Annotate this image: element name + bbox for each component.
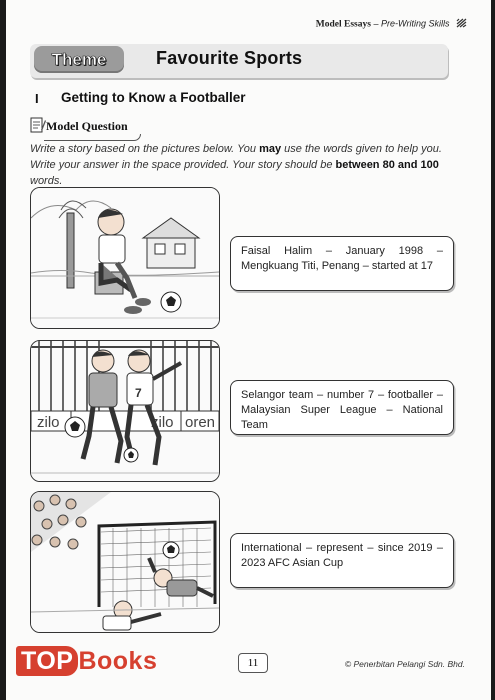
page-number: 11 [238,653,268,673]
instructions-part3: words. [30,175,63,187]
header-section: Pre-Writing Skills [380,18,450,29]
section-number: I [35,91,39,106]
logo-top: TOP [16,646,78,676]
stacked-lines-icon [456,18,467,30]
header-book-title: Model Essays [315,19,371,30]
instructions [30,141,470,189]
model-question-label: Model Question [46,119,128,133]
header-separator: – [373,18,379,29]
sign-text-2: zilo [151,414,174,431]
instructions-range: between 80 and 100 [335,159,439,171]
picture-1-boy-with-ball [30,187,220,329]
sign-text-3: oren [185,414,216,431]
topbooks-logo [16,647,157,676]
copyright: © Penerbitan Pelangi Sdn. Bhd. [344,659,465,669]
logo-books: Books [78,647,158,675]
note-box-2: Selangor team – number 7 – footballer – Malaysian Super League – National Team [230,380,454,435]
note-box-1: Faisal Halim – January 1998 – Mengkuang Titi, Penang – started at 17 [230,236,454,291]
running-header [316,18,467,30]
page-title: Favourite Sports [156,48,303,68]
note-box-3: International – represent – since 2019 – 2023 AFC Asian Cup [230,533,454,588]
instructions-part1: Write a story based on the pictures below. You [30,143,260,155]
picture-3-goalkeeper [30,491,220,633]
section-title: Getting to Know a Footballer [61,90,246,105]
model-question-underline [44,134,141,141]
instructions-may: may [259,143,282,155]
picture-2-tackling-players [30,340,220,482]
sign-text-1: zilo [37,414,60,431]
instructions-part2: use the words given to help you. Write your answer in the space provided. Your story should be [30,143,442,171]
workbook-page [6,0,491,700]
svg-text:7: 7 [135,386,142,400]
theme-tag: Theme [51,50,107,69]
